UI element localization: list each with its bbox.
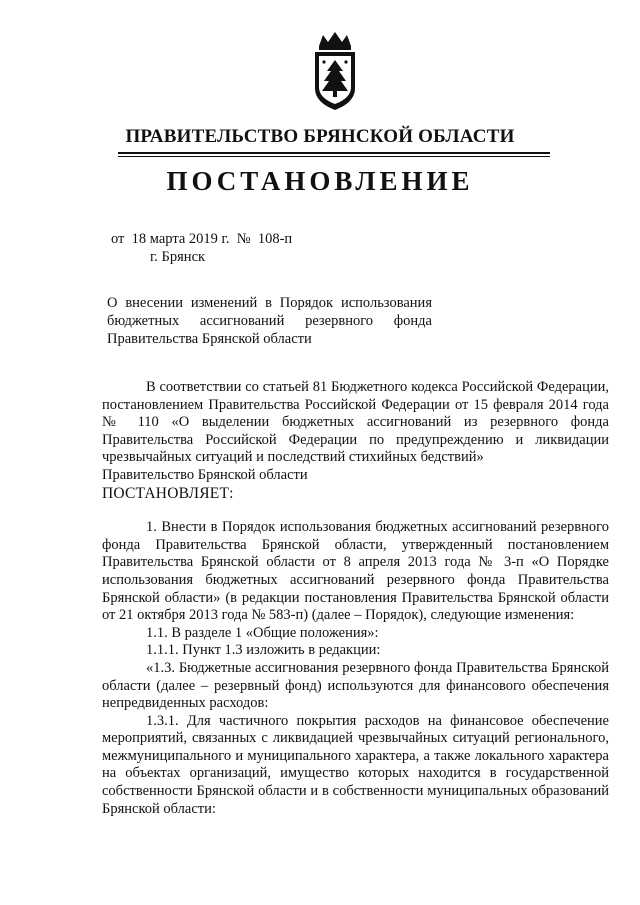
item-1-paragraph: 1. Внести в Порядок использования бюджетных ассигнований резервного фонда Правительства Брянской области, утвержденный постановлением Правительства Брянской области от 8 апреля 2013 года № 3-п «О Порядке использования бюджетных ассигнований резервного фонда Правительства Брянской области» (в редакции постановления Правительства Брянской области от 21 октября 2013 года № 583-п) (далее – Порядок), следующие изменения: xyxy=(102,519,609,624)
document-body xyxy=(102,379,609,818)
document-type-title: ПОСТАНОВЛЕНИЕ xyxy=(166,166,474,196)
quote-1-3-paragraph: «1.3. Бюджетные ассигнования резервного фонда Правительства Брянской области (далее – резервный фонд) используются для финансового обеспечения непредвиденных расходов: xyxy=(102,659,609,712)
document-date-number: от 18 марта 2019 г. № 108-п xyxy=(111,231,293,247)
header-rule-thin xyxy=(118,156,550,157)
resolves-heading: ПОСТАНОВЛЯЕТ: xyxy=(102,484,234,502)
item-1-1-paragraph: 1.1. В разделе 1 «Общие положения»: xyxy=(146,624,379,641)
document-city: г. Брянск xyxy=(150,249,206,265)
bryansk-coat-of-arms-icon xyxy=(312,30,358,112)
item-1-1-1-paragraph: 1.1.1. Пункт 1.3 изложить в редакции: xyxy=(146,642,381,659)
header-rule-thick xyxy=(118,152,550,154)
organization-title: ПРАВИТЕЛЬСТВО БРЯНСКОЙ ОБЛАСТИ xyxy=(125,126,515,147)
paragraph-spacer xyxy=(102,502,609,519)
quote-1-3-1-paragraph: 1.3.1. Для частичного покрытия расходов на финансовое обеспечение мероприятий, связанных с ликвидацией чрезвычайных ситуаций регионального, межмуниципального и муниципального характера, а также локального характера на объектах организаций, имущество которых находится в государственной собственности Брянской области и в собственности муниципальных образований Брянской области: xyxy=(102,712,609,817)
document-subject: О внесении изменений в Порядок использования бюджетных ассигнований резервного фонда Правительства Брянской области xyxy=(107,295,432,347)
issuer-line: Правительство Брянской области xyxy=(102,466,308,483)
preamble-paragraph: В соответствии со статьей 81 Бюджетного кодекса Российской Федерации, постановлением Правительства Российской Федерации от 15 февраля 2014 года № 110 «О выделении бюджетных ассигнований из резервного фонда Правительства Российской Федерации по предупреждению и ликвидации чрезвычайных ситуаций и последствий стихийных бедствий» xyxy=(102,379,609,466)
